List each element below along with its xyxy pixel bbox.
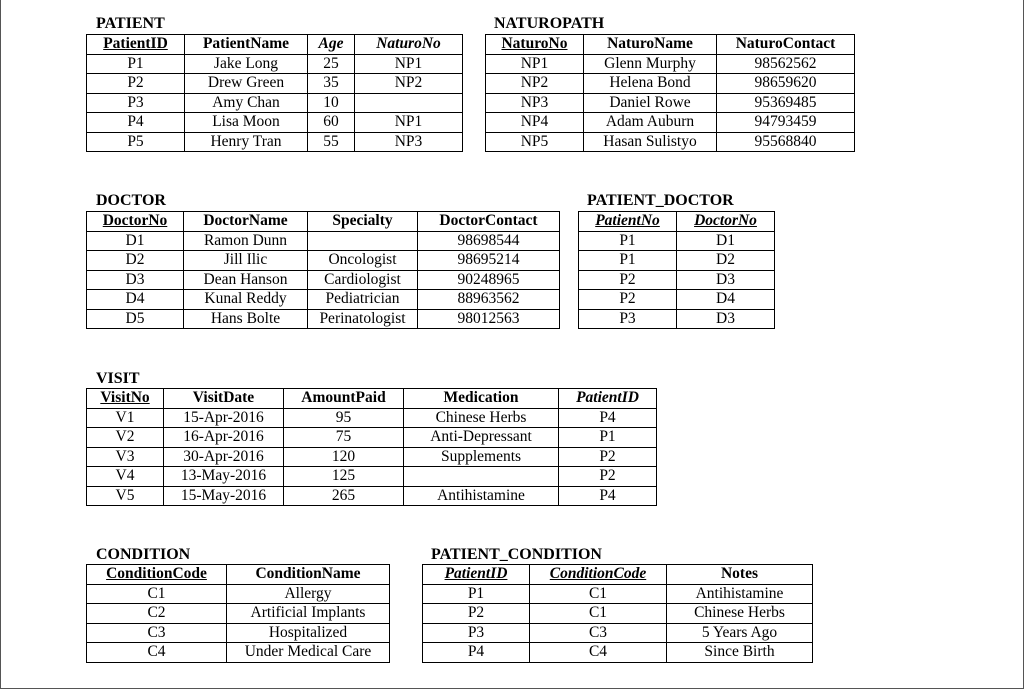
table-cell: Hans Bolte <box>184 309 308 329</box>
header-patientid: PatientID <box>559 389 657 409</box>
table-cell: D3 <box>87 270 184 290</box>
header-doctorcontact: DoctorContact <box>418 212 560 232</box>
table-row <box>579 270 775 290</box>
header-conditioncode: ConditionCode <box>87 565 227 585</box>
table-cell: P2 <box>579 290 677 310</box>
header-notes: Notes <box>667 565 813 585</box>
table-cell: C1 <box>87 584 227 604</box>
table-cell: Chinese Herbs <box>404 408 559 428</box>
table-cell: 95568840 <box>717 132 855 152</box>
table-cell: 95 <box>284 408 404 428</box>
table-cell: 98698544 <box>418 231 560 251</box>
table-cell: Glenn Murphy <box>584 54 717 74</box>
table-cell: P5 <box>87 132 185 152</box>
table-cell: 265 <box>284 486 404 506</box>
table-row <box>486 93 855 113</box>
table-cell: P1 <box>559 428 657 448</box>
table-cell: Perinatologist <box>308 309 418 329</box>
naturopath-title: NATUROPATH <box>494 15 605 32</box>
table-cell: Adam Auburn <box>584 113 717 133</box>
table-cell: Jake Long <box>185 54 308 74</box>
table-cell: P2 <box>579 270 677 290</box>
table-cell: P1 <box>87 54 185 74</box>
table-cell: Artificial Implants <box>227 604 390 624</box>
table-cell: V4 <box>87 467 164 487</box>
table-cell: 98659620 <box>717 74 855 94</box>
table-cell: NP2 <box>486 74 584 94</box>
table-cell: Allergy <box>227 584 390 604</box>
table-row <box>87 270 560 290</box>
table-cell: C4 <box>530 643 667 663</box>
table-cell: V1 <box>87 408 164 428</box>
table-row <box>486 132 855 152</box>
table-cell: C1 <box>530 604 667 624</box>
table-cell: D1 <box>87 231 184 251</box>
table-cell: 98012563 <box>418 309 560 329</box>
table-cell: Supplements <box>404 447 559 467</box>
table-row <box>579 290 775 310</box>
visit-table <box>86 388 657 506</box>
table-cell: D3 <box>677 309 775 329</box>
table-cell: 98695214 <box>418 251 560 271</box>
table-row <box>87 467 657 487</box>
header-specialty: Specialty <box>308 212 418 232</box>
table-cell: P3 <box>87 93 185 113</box>
header-age: Age <box>308 35 355 55</box>
table-cell: P1 <box>579 251 677 271</box>
table-cell: P3 <box>423 623 530 643</box>
table-cell: 55 <box>308 132 355 152</box>
table-cell: 95369485 <box>717 93 855 113</box>
header-visitdate: VisitDate <box>164 389 284 409</box>
table-cell: P4 <box>559 408 657 428</box>
table-cell: C3 <box>87 623 227 643</box>
header-naturoname: NaturoName <box>584 35 717 55</box>
table-row <box>423 604 813 624</box>
table-cell: Kunal Reddy <box>184 290 308 310</box>
header-row <box>87 212 560 232</box>
table-cell: NP1 <box>486 54 584 74</box>
table-cell: 88963562 <box>418 290 560 310</box>
table-cell: 90248965 <box>418 270 560 290</box>
table-row <box>87 231 560 251</box>
table-row <box>579 231 775 251</box>
table-cell: 13-May-2016 <box>164 467 284 487</box>
table-cell: Hospitalized <box>227 623 390 643</box>
table-cell: Chinese Herbs <box>667 604 813 624</box>
table-cell: D3 <box>677 270 775 290</box>
table-row <box>87 309 560 329</box>
table-cell: Cardiologist <box>308 270 418 290</box>
table-cell: 94793459 <box>717 113 855 133</box>
patient-doctor-title: PATIENT_DOCTOR <box>587 192 734 209</box>
header-row <box>579 212 775 232</box>
header-row <box>87 35 463 55</box>
table-cell: 60 <box>308 113 355 133</box>
header-row <box>87 389 657 409</box>
table-cell: P1 <box>579 231 677 251</box>
table-cell: Antihistamine <box>667 584 813 604</box>
condition-title: CONDITION <box>96 546 191 563</box>
table-cell: P4 <box>423 643 530 663</box>
table-cell: Jill Ilic <box>184 251 308 271</box>
table-cell: 16-Apr-2016 <box>164 428 284 448</box>
table-cell: Henry Tran <box>185 132 308 152</box>
table-cell: NP3 <box>486 93 584 113</box>
table-cell: V2 <box>87 428 164 448</box>
table-row <box>423 623 813 643</box>
table-cell: D4 <box>87 290 184 310</box>
table-row <box>486 113 855 133</box>
patient-condition-table <box>422 564 813 663</box>
table-cell: 10 <box>308 93 355 113</box>
header-row <box>423 565 813 585</box>
table-cell: C4 <box>87 643 227 663</box>
header-row <box>87 565 390 585</box>
header-amountpaid: AmountPaid <box>284 389 404 409</box>
table-cell: P2 <box>423 604 530 624</box>
naturopath-table <box>485 34 855 152</box>
table-cell: NP3 <box>355 132 463 152</box>
table-row <box>87 408 657 428</box>
table-cell <box>308 231 418 251</box>
table-cell: NP1 <box>355 113 463 133</box>
table-cell: P2 <box>559 467 657 487</box>
table-cell: C1 <box>530 584 667 604</box>
table-row <box>87 132 463 152</box>
table-cell: Ramon Dunn <box>184 231 308 251</box>
table-cell: D5 <box>87 309 184 329</box>
table-row <box>87 74 463 94</box>
table-row <box>87 251 560 271</box>
table-cell: P2 <box>87 74 185 94</box>
table-row <box>486 74 855 94</box>
header-conditionname: ConditionName <box>227 565 390 585</box>
header-doctorname: DoctorName <box>184 212 308 232</box>
table-cell: Lisa Moon <box>185 113 308 133</box>
table-cell <box>404 467 559 487</box>
table-cell: Daniel Rowe <box>584 93 717 113</box>
header-doctorno: DoctorNo <box>677 212 775 232</box>
table-cell <box>355 93 463 113</box>
table-cell: Hasan Sulistyo <box>584 132 717 152</box>
table-cell: 15-May-2016 <box>164 486 284 506</box>
header-naturono: NaturoNo <box>486 35 584 55</box>
header-medication: Medication <box>404 389 559 409</box>
patient-doctor-table <box>578 211 775 329</box>
table-row <box>87 486 657 506</box>
table-cell: 15-Apr-2016 <box>164 408 284 428</box>
table-row <box>486 54 855 74</box>
table-cell: 75 <box>284 428 404 448</box>
table-cell: P4 <box>559 486 657 506</box>
patient-condition-title: PATIENT_CONDITION <box>431 546 602 563</box>
table-cell: Pediatrician <box>308 290 418 310</box>
table-cell: Drew Green <box>185 74 308 94</box>
table-cell: C3 <box>530 623 667 643</box>
table-cell: 35 <box>308 74 355 94</box>
table-cell: D1 <box>677 231 775 251</box>
table-row <box>423 584 813 604</box>
doctor-title: DOCTOR <box>96 192 166 209</box>
table-cell: NP5 <box>486 132 584 152</box>
table-cell: C2 <box>87 604 227 624</box>
table-cell: V5 <box>87 486 164 506</box>
visit-title: VISIT <box>96 370 140 387</box>
table-cell: Under Medical Care <box>227 643 390 663</box>
table-row <box>87 447 657 467</box>
header-conditioncode: ConditionCode <box>530 565 667 585</box>
condition-table <box>86 564 390 663</box>
table-cell: 125 <box>284 467 404 487</box>
table-row <box>87 93 463 113</box>
table-cell: P4 <box>87 113 185 133</box>
header-patientno: PatientNo <box>579 212 677 232</box>
table-cell: Amy Chan <box>185 93 308 113</box>
table-row <box>579 309 775 329</box>
table-cell: NP2 <box>355 74 463 94</box>
table-cell: V3 <box>87 447 164 467</box>
patient-table <box>86 34 463 152</box>
table-row <box>87 643 390 663</box>
doctor-table <box>86 211 560 329</box>
table-row <box>423 643 813 663</box>
table-row <box>87 623 390 643</box>
table-cell: Dean Hanson <box>184 270 308 290</box>
table-row <box>87 54 463 74</box>
table-cell: Antihistamine <box>404 486 559 506</box>
header-visitno: VisitNo <box>87 389 164 409</box>
table-cell: D2 <box>87 251 184 271</box>
table-cell: 120 <box>284 447 404 467</box>
table-cell: 30-Apr-2016 <box>164 447 284 467</box>
header-naturono: NaturoNo <box>355 35 463 55</box>
table-cell: 25 <box>308 54 355 74</box>
header-naturocontact: NaturoContact <box>717 35 855 55</box>
table-cell: 98562562 <box>717 54 855 74</box>
table-row <box>579 251 775 271</box>
patient-title: PATIENT <box>96 15 165 32</box>
header-patientid: PatientID <box>87 35 185 55</box>
header-patientid: PatientID <box>423 565 530 585</box>
table-cell: Since Birth <box>667 643 813 663</box>
table-cell: NP1 <box>355 54 463 74</box>
table-cell: P1 <box>423 584 530 604</box>
table-row <box>87 604 390 624</box>
table-row <box>87 428 657 448</box>
table-cell: NP4 <box>486 113 584 133</box>
table-cell: Oncologist <box>308 251 418 271</box>
table-cell: D4 <box>677 290 775 310</box>
table-cell: Helena Bond <box>584 74 717 94</box>
table-cell: D2 <box>677 251 775 271</box>
header-doctorno: DoctorNo <box>87 212 184 232</box>
table-row <box>87 113 463 133</box>
header-row <box>486 35 855 55</box>
table-row <box>87 290 560 310</box>
table-row <box>87 584 390 604</box>
table-cell: 5 Years Ago <box>667 623 813 643</box>
table-cell: P3 <box>579 309 677 329</box>
table-cell: Anti-Depressant <box>404 428 559 448</box>
table-cell: P2 <box>559 447 657 467</box>
header-patientname: PatientName <box>185 35 308 55</box>
